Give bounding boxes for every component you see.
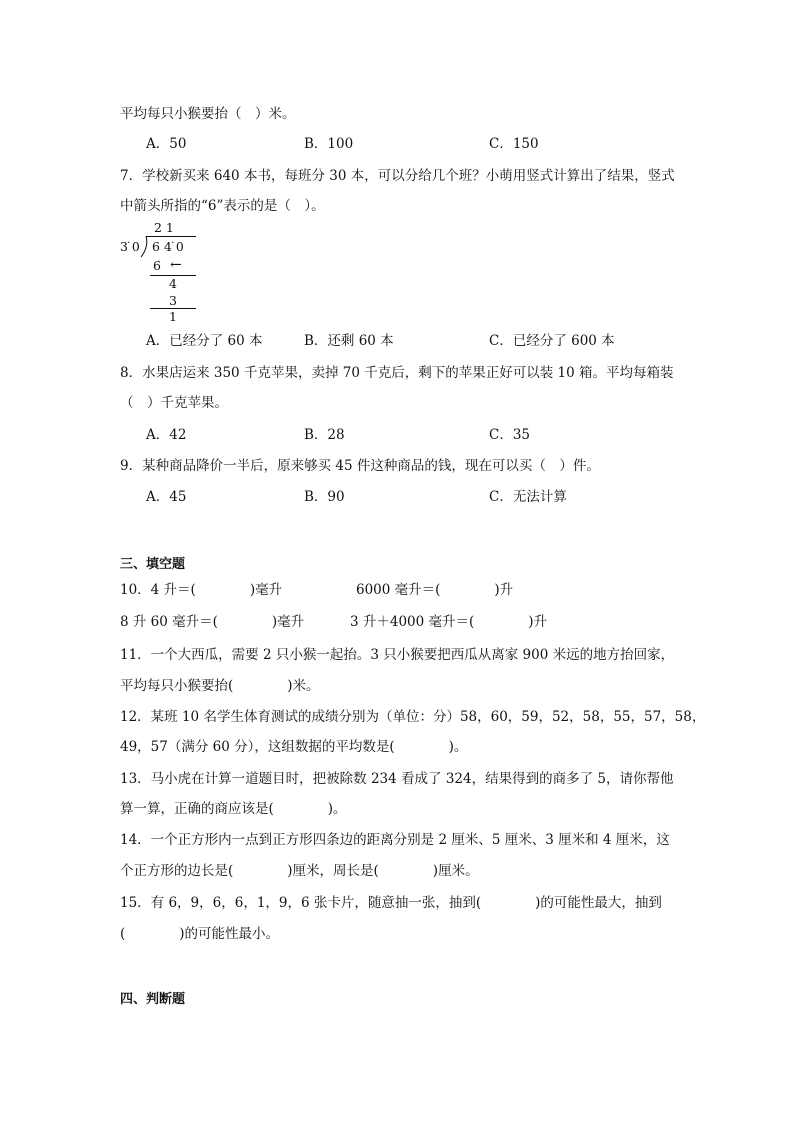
- q12-text-line2: 49，57（满分 60 分），这组数据的平均数是( )。: [120, 739, 468, 755]
- q10-part-a: 10．4 升＝( )毫升: [120, 582, 283, 598]
- q6-text: 平均每只小猴要抬（ ）米。: [120, 106, 296, 122]
- q9-text: 9．某种商品降价一半后，原来够买 45 件这种商品的钱，现在可以买（ ）件。: [120, 458, 600, 474]
- division-step1: 6: [153, 258, 161, 273]
- division-step2: 4: [169, 276, 177, 291]
- q8-option-c: C．35: [489, 427, 531, 443]
- division-dividend: 6 4 ̇0: [152, 239, 184, 254]
- section-4-heading: 四、判断题: [120, 992, 186, 1007]
- arrow-left-icon: ←: [170, 257, 182, 273]
- q7-text-line1: 7．学校新买来 640 本书，每班分 30 本，可以分给几个班？小萌用竖式计算出了结果，竖式: [120, 168, 675, 184]
- q6-option-b: B．100: [304, 136, 354, 152]
- division-quotient: 2 1: [154, 220, 174, 235]
- division-bar: [146, 236, 196, 237]
- q15-text-line2: ( )的可能性最小。: [120, 926, 280, 942]
- q15-text-line1: 15．有 6，9，6，6，1，9，6 张卡片，随意抽一张，抽到( )的可能性最大，抽到: [120, 895, 662, 911]
- q7-option-b: B．还剩 60 本: [304, 333, 394, 349]
- q7-option-c: C．已经分了 600 本: [489, 333, 615, 349]
- division-bracket: [140, 236, 150, 258]
- q6-option-c: C．150: [489, 136, 539, 152]
- q8-option-a: A．42: [146, 427, 187, 443]
- q8-text-line1: 8．水果店运来 350 千克苹果，卖掉 70 千克后，剩下的苹果正好可以装 10 箱。平均每箱装: [120, 365, 674, 381]
- division-divisor: 3 ̇0: [120, 239, 140, 254]
- q11-text-line2: 平均每只小猴要抬( )米。: [120, 678, 320, 694]
- division-step3: 3: [169, 293, 177, 308]
- q10-part-d: 3 升＋4000 毫升＝( )升: [350, 614, 548, 630]
- q8-option-b: B．28: [304, 427, 345, 443]
- q8-text-line2: （ ）千克苹果。: [120, 395, 228, 411]
- q11-text-line1: 11．一个大西瓜，需要 2 只小猴一起抬。3 只小猴要把西瓜从离家 900 米远的地方抬回家，: [120, 647, 675, 663]
- q9-option-c: C．无法计算: [489, 489, 567, 505]
- q10-part-c: 8 升 60 毫升＝( )毫升: [120, 614, 305, 630]
- q10-part-b: 6000 毫升＝( )升: [356, 582, 514, 598]
- q13-text-line2: 算一算，正确的商应该是( )。: [120, 801, 347, 817]
- q14-text-line2: 个正方形的边长是( )厘米，周长是( )厘米。: [120, 863, 479, 879]
- q13-text-line1: 13．马小虎在计算一道题目时，把被除数 234 看成了 324，结果得到的商多了 5，请你帮他: [120, 771, 674, 787]
- q7-option-a: A．已经分了 60 本: [146, 333, 263, 349]
- q14-text-line1: 14．一个正方形内一点到正方形四条边的距离分别是 2 厘米、5 厘米、3 厘米和 4 厘米，这: [120, 832, 670, 848]
- q12-text-line1: 12．某班 10 名学生体育测试的成绩分别为（单位：分）58，60，59，52，58，55，57，58，: [120, 709, 706, 725]
- q9-option-b: B．90: [304, 489, 345, 505]
- q6-option-a: A．50: [146, 136, 187, 152]
- q7-text-line2: 中箭头所指的“6”表示的是（ ）。: [120, 198, 325, 214]
- section-3-heading: 三、填空题: [120, 557, 186, 572]
- division-remainder: 1: [169, 309, 177, 324]
- q9-option-a: A．45: [146, 489, 187, 505]
